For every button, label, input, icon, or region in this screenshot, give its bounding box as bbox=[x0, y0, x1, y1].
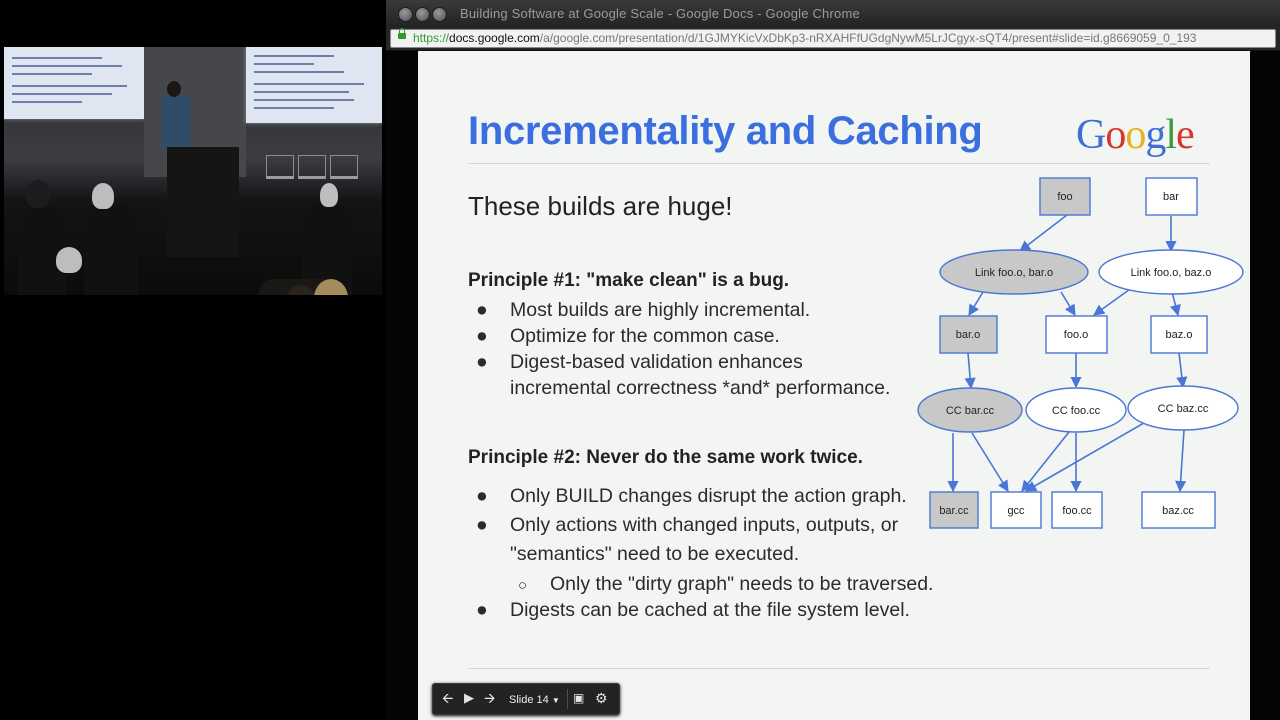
slide-lead-text: These builds are huge! bbox=[468, 191, 733, 221]
projector-screen-right bbox=[246, 47, 382, 123]
graph-node-bar bbox=[1146, 178, 1197, 215]
bullet-item: ● Only actions with changed inputs, outputs, or bbox=[476, 514, 899, 536]
slide-selector[interactable] bbox=[509, 692, 560, 709]
chevron-down-icon: ▼ bbox=[551, 696, 560, 705]
principle-2-heading: Principle #2: Never do the same work twice. bbox=[468, 447, 863, 468]
graph-node-bar-o bbox=[940, 316, 997, 353]
footer-divider bbox=[468, 668, 1210, 669]
graph-node-gcc bbox=[991, 492, 1041, 528]
graph-node-foo-cc bbox=[1052, 492, 1102, 528]
sub-bullet-item: ○ Only the "dirty graph" needs to be traversed. bbox=[518, 573, 934, 595]
graph-node-bar-cc bbox=[930, 492, 978, 528]
minimize-window-button[interactable] bbox=[415, 7, 430, 22]
bullet-item: ● Most builds are highly incremental. bbox=[476, 299, 811, 321]
slide bbox=[418, 51, 1250, 720]
url-bar[interactable] bbox=[390, 29, 1276, 48]
svg-text:bar.o: bar.o bbox=[955, 329, 981, 341]
principle-1-heading: Principle #1: "make clean" is a bug. bbox=[468, 270, 790, 291]
maximize-window-button[interactable] bbox=[432, 7, 447, 22]
graph-node-baz-cc bbox=[1142, 492, 1215, 528]
svg-text:foo.cc: foo.cc bbox=[1062, 505, 1092, 517]
logo-letter: g bbox=[1145, 112, 1166, 158]
lecture-video bbox=[4, 47, 382, 295]
fullscreen-icon[interactable]: ▣ bbox=[573, 691, 585, 705]
graph-node-foo bbox=[1040, 178, 1090, 215]
window-titlebar bbox=[386, 0, 1280, 28]
lock-icon bbox=[398, 33, 406, 39]
presentation-controls bbox=[432, 683, 620, 715]
bullet-item: ● Optimize for the common case. bbox=[476, 325, 780, 347]
logo-letter: e bbox=[1176, 112, 1194, 158]
previous-arrow-icon[interactable]: 🡨 bbox=[442, 690, 454, 706]
graph-node-baz-o bbox=[1151, 316, 1207, 353]
svg-text:CC bar.cc: CC bar.cc bbox=[945, 405, 995, 417]
bullet-item: ● Digests can be cached at the file system level. bbox=[476, 599, 910, 621]
slide-title: Incrementality and Caching bbox=[468, 109, 983, 153]
logo-letter: o bbox=[1125, 112, 1146, 158]
podium bbox=[167, 147, 239, 257]
svg-text:bar.cc: bar.cc bbox=[939, 505, 969, 517]
bullet-item: ● Only BUILD changes disrupt the action graph. bbox=[476, 485, 907, 507]
logo-letter: o bbox=[1105, 112, 1126, 158]
graph-node-cc-baz bbox=[1128, 386, 1238, 430]
svg-text:baz.cc: baz.cc bbox=[1162, 505, 1194, 517]
projector-screen-left bbox=[4, 47, 144, 119]
close-window-button[interactable] bbox=[398, 7, 413, 22]
svg-text:gcc: gcc bbox=[1007, 505, 1025, 517]
bullet-item: ● Digest-based validation enhances incremental correctness *and* performance. bbox=[476, 351, 891, 399]
title-divider bbox=[468, 163, 1210, 164]
svg-text:CC foo.cc: CC foo.cc bbox=[1051, 405, 1101, 417]
svg-text:CC baz.cc: CC baz.cc bbox=[1157, 403, 1209, 415]
graph-node-link-foo-baz bbox=[1099, 250, 1243, 294]
google-logo bbox=[1076, 111, 1194, 159]
browser-toolbar bbox=[386, 27, 1280, 51]
window-title: Building Software at Google Scale - Google Docs - Google Chrome bbox=[460, 6, 860, 21]
graph-node-cc-foo bbox=[1026, 388, 1126, 432]
logo-letter: G bbox=[1076, 112, 1106, 158]
svg-text:baz.o: baz.o bbox=[1165, 329, 1193, 341]
svg-text:foo.o: foo.o bbox=[1063, 329, 1089, 341]
url-text: https://docs.google.com/a/google.com/presentation/d/1GJMYKicVxDbKp3-nRXAHFfUGdgNywM5LrJCgyx-sQT4/present#slide=id.g8669059_0_193 bbox=[413, 31, 1197, 45]
gear-icon[interactable]: ⚙ bbox=[595, 690, 608, 706]
next-arrow-icon[interactable]: 🡪 bbox=[484, 690, 496, 706]
bullet-continuation: "semantics" need to be executed. bbox=[510, 543, 800, 565]
speaker bbox=[162, 95, 190, 151]
graph-node-cc-bar bbox=[918, 388, 1022, 432]
logo-letter: l bbox=[1165, 112, 1177, 158]
action-graph-diagram bbox=[916, 169, 1246, 539]
svg-text:Link foo.o, baz.o: Link foo.o, baz.o bbox=[1130, 267, 1212, 279]
svg-text:bar: bar bbox=[1163, 191, 1179, 203]
graph-node-link-foo-bar bbox=[940, 250, 1088, 294]
play-icon[interactable]: ▶ bbox=[464, 690, 474, 705]
graph-node-foo-o bbox=[1046, 316, 1107, 353]
svg-text:Link foo.o, bar.o: Link foo.o, bar.o bbox=[974, 267, 1054, 279]
slide-number-label: Slide 14 bbox=[509, 694, 549, 706]
svg-text:foo: foo bbox=[1057, 191, 1073, 203]
